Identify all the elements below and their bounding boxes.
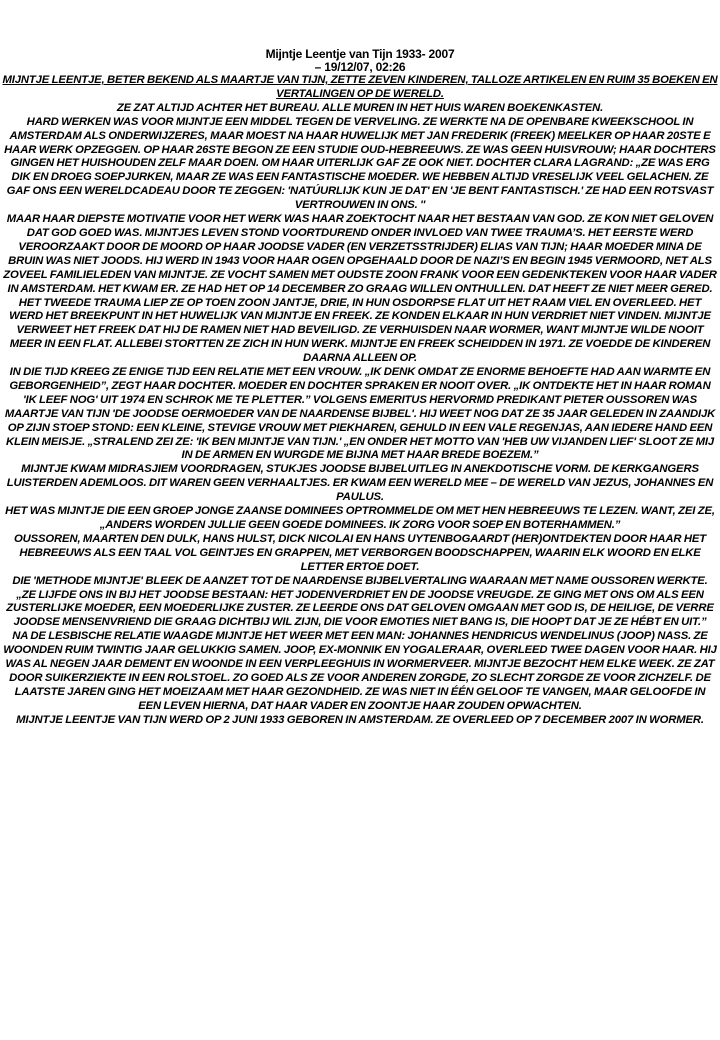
paragraph: OUSSOREN, MAARTEN DEN DULK, HANS HULST, DICK NICOLAI EN HANS UYTENBOGAARDT (HER)ONTDEKTEN DOOR HAAR HET HEBREEUWS ALS EEN TAAL VOL GEINTJES EN GRAPPEN, MET VERBORGEN BOODSCHAPPEN, WAARIN ELK WOORD EN ELKE LETTER ERTOE DOET. [14,532,706,573]
paragraph: HET TWEEDE TRAUMA LIEP ZE OP TOEN ZOON JANTJE, DRIE, IN HUN OSDORPSE FLAT UIT HET RAAM VIEL EN OVERLEED. HET WERD HET BREEKPUNT IN HET HUWELIJK VAN MIJNTJE EN FREEK. ZE KONDEN ELKAAR IN HUN VERDRIET NIET VINDEN. MIJNTJE VERWEET HET FREEK DAT HIJ DE RAMEN NIET HAD BEVEILIGD. ZE VERHUISDEN NAAR WORMER, WANT MIJNTJE WILDE NOOIT MEER IN EEN FLAT. ALLEBEI STORTTEN ZE ZICH IN HUN WERK. MIJNTJE EN FREEK SCHEIDDEN IN 1971. ZE VOEDDE DE KINDEREN DAARNA ALLEEN OP. [9,296,711,365]
paragraph: MIJNTJE LEENTJE VAN TIJN WERD OP 2 JUNI 1933 GEBOREN IN AMSTERDAM. ZE OVERLEED OP 7 DECEMBER 2007 IN WORMER. [16,713,704,726]
paragraph: DIE 'METHODE MIJNTJE' BLEEK DE AANZET TOT DE NAARDENSE BIJBELVERTALING WAARAAN MET NAME OUSSOREN WERKTE. „ZE LIJFDE ONS IN BIJ HET JOODSE BESTAAN: HET JODENVERDRIET EN DE JOODSE VREUGDE. ZE GING MET ONS OM ALS EEN ZUSTERLIJKE MOEDER, EEN MOEDERLIJKE ZUSTER. ZE LEERDE ONS DAT GELOVEN OMGAAN MET GOD IS, DE HEILIGE, DE VERRE JOODSE MENSENVRIEND DIE GRAAG DICHTBIJ WIL ZIJN, DIE VOOR EMOTIES NIET BANG IS, DIE HOOPT DAT JE ZE HÉBT EN UIT.” [6,574,714,629]
paragraph: MIJNTJE KWAM MIDRASJIEM VOORDRAGEN, STUKJES JOODSE BIJBELUITLEG IN ANEKDOTISCHE VORM. DE KERKGANGERS LUISTERDEN ADEMLOOS. DIT WAREN GEEN VERHAALTJES. ER KWAM EEN WERELD MEE – DE WERELD VAN JEZUS, JOHANNES EN PAULUS. [6,463,714,504]
document-date: – 19/12/07, 02:26 [314,60,406,74]
document-title: Mijntje Leentje van Tijn 1933- 2007 [265,47,455,61]
article-body [0,74,720,728]
paragraph: MAAR HAAR DIEPSTE MOTIVATIE VOOR HET WERK WAS HAAR ZOEKTOCHT NAAR HET BESTAAN VAN GOD. ZE KON NIET GELOVEN DAT GOD GOED WAS. MIJNTJES LEVEN STOND VOORTDUREND ONDER INVLOED VAN TWEE TRAUMA’S. HET EERSTE WERD VEROORZAAKT DOOR DE MOORD OP HAAR JOODSE VADER (EN VERZETSSTRIJDER) ELIAS VAN TIJN; HAAR MOEDER MINA DE BRUIN WAS NIET JOODS. HIJ WERD IN 1943 VOOR HAAR OGEN OPGEHAALD DOOR DE NAZI’S EN BEGIN 1945 VERMOORD, NET ALS ZOVEEL FAMILIELEDEN VAN MIJNTJE. ZE VOCHT SAMEN MET OUDSTE ZOON FRANK VOOR EEN GEDENKTEKEN VOOR HAAR VADER IN AMSTERDAM. HET KWAM ER. ZE HAD HET OP 14 DECEMBER ZO GRAAG WILLEN ONTHULLEN. DAT HEEFT ZE NIET MEER GERED. [3,213,717,295]
paragraph: HARD WERKEN WAS VOOR MIJNTJE EEN MIDDEL TEGEN DE VERVELING. ZE WERKTE NA DE OPENBARE KWEEKSCHOOL IN AMSTERDAM ALS ONDERWIJZERES, MAAR MOEST NA HAAR HUWELIJK MET JAN FREDERIK (FREEK) MEELKER OP HAAR 20STE E HAAR WERK OPZEGGEN. OP HAAR 26STE BEGON ZE EEN STUDIE OUD-HEBREEUWS. ZE WAS GEEN HUISVROUW; HAAR DOCHTERS GINGEN HET HUISHOUDEN ZELF MAAR DOEN. OM HAAR UITERLIJK GAF ZE OOK NIET. DOCHTER CLARA LAGRAND: „ZE WAS ERG DIK EN DROEG SOEPJURKEN, MAAR ZE WAS EEN FANTASTISCHE MOEDER. WE HEBBEN ALTIJD VRESELIJK VEEL GELACHEN. ZE GAF ONS EEN WERELDCADEAU DOOR TE ZEGGEN: 'NATÚURLIJK KUN JE DAT' EN 'JE BENT FANTASTISCH.' ZE HAD EEN ROTSVAST VERTROUWEN IN ONS. '' [4,115,716,212]
paragraph: IN DIE TIJD KREEG ZE ENIGE TIJD EEN RELATIE MET EEN VROUW. „IK DENK OMDAT ZE ENORME BEHOEFTE HAD AAN WARMTE EN GEBORGENHEID”, ZEGT HAAR DOCHTER. MOEDER EN DOCHTER SPRAKEN ER NOOIT OVER. „IK ONTDEKTE HET IN HAAR ROMAN 'IK LEEF NOG' UIT 1974 EN SCHROK ME TE PLETTER.” VOLGENS EMERITUS HERVORMD PREDIKANT PIETER OUSSOREN WAS MAARTJE VAN TIJN 'DE JOODSE OERMOEDER VAN DE NAARDENSE BIJBEL'. HIJ WEET NOG DAT ZE 35 JAAR GELEDEN IN ZAANDIJK OP ZIJN STOEP STOND: EEN KLEINE, STEVIGE VROUW MET PIEKHAREN, GEHULD IN EEN VALE REGENJAS, AAN IEDERE HAND EEN KLEIN MEISJE. „STRALEND ZEI ZE: 'IK BEN MIJNTJE VAN TIJN.' „EN ONDER HET MOTTO VAN 'HEB UW VIJANDEN LIEF' SLOOT ZE MIJ IN DE ARMEN EN WURGDE ME BIJNA MET HAAR BREDE BOEZEM.” [4,366,716,462]
paragraph: ZE ZAT ALTIJD ACHTER HET BUREAU. ALLE MUREN IN HET HUIS WAREN BOEKENKASTEN. [116,101,604,114]
lead-paragraph: MIJNTJE LEENTJE, BETER BEKEND ALS MAARTJE VAN TIJN, ZETTE ZEVEN KINDEREN, TALLOZE ARTIKELEN EN RUIM 35 BOEKEN EN VERTALINGEN OP DE WERELD. [2,74,718,100]
paragraph: HET WAS MIJNTJE DIE EEN GROEP JONGE ZAANSE DOMINEES OPTROMMELDE OM MET HEN HEBREEUWS TE LEZEN. WANT, ZEI ZE, „ANDERS WORDEN JULLIE GEEN GOEDE DOMINEES. IK ZORG VOOR SOEP EN BOTERHAMMEN.” [5,505,715,531]
paragraph: NA DE LESBISCHE RELATIE WAAGDE MIJNTJE HET WEER MET EEN MAN: JOHANNES HENDRICUS WENDELINUS (JOOP) NASS. ZE WOONDEN RUIM TWINTIG JAAR GELUKKIG SAMEN. JOOP, EX-MONNIK EN YOGALERAAR, OVERLEED TWEE DAGEN VOOR HAAR. HIJ WAS AL NEGEN JAAR DEMENT EN WOONDE IN EEN VERPLEEGHUIS IN WORMERVEER. MIJNTJE BEZOCHT HEM ELKE WEEK. ZE ZAT DOOR SUIKERZIEKTE IN EEN ROLSTOEL. ZO GOED ALS ZE VOOR ANDEREN ZORGDE, ZO SLECHT ZORGDE ZE VOOR ZICHZELF. DE LAATSTE JAREN GING HET MOEIZAAM MET HAAR GEZONDHEID. ZE WAS NIET IN ÉÉN GELOOF TE VANGEN, MAAR GELOOFDE IN EEN LEVEN HIERNA, DAT HAAR VADER EN ZOONTJE HAAR ZOUDEN OPWACHTEN. [3,630,717,712]
